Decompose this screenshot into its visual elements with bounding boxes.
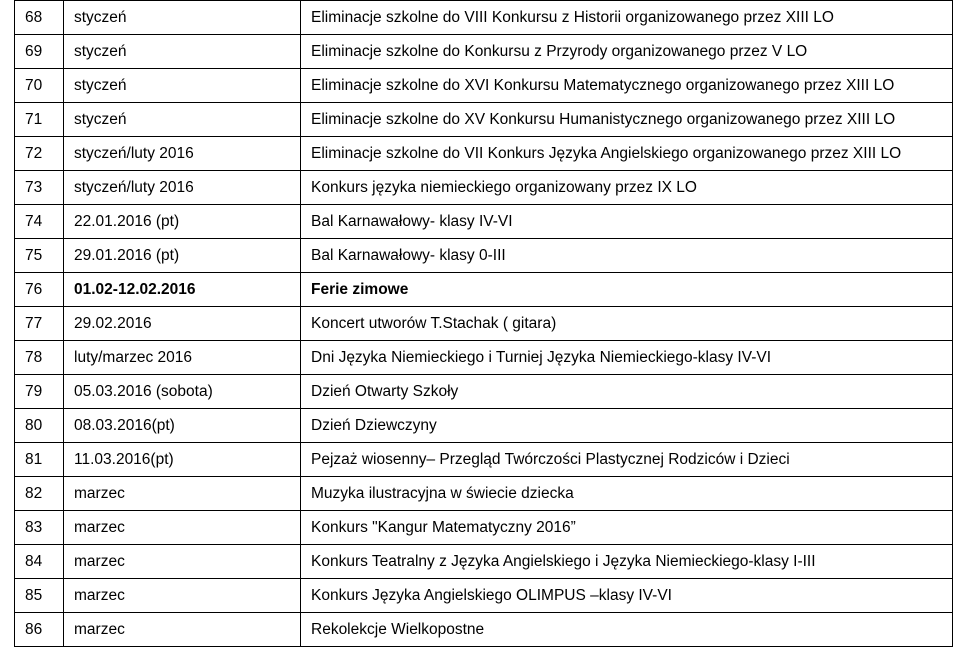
row-date: styczeń xyxy=(64,1,301,35)
table-row xyxy=(15,239,953,273)
table-row xyxy=(15,273,953,307)
row-date: marzec xyxy=(64,511,301,545)
row-number: 68 xyxy=(15,1,64,35)
row-date: marzec xyxy=(64,477,301,511)
row-number: 72 xyxy=(15,137,64,171)
row-event: Ferie zimowe xyxy=(301,273,953,307)
table-row xyxy=(15,35,953,69)
row-event: Eliminacje szkolne do XVI Konkursu Matematycznego organizowanego przez XIII LO xyxy=(301,69,953,103)
row-event: Eliminacje szkolne do XV Konkursu Humanistycznego organizowanego przez XIII LO xyxy=(301,103,953,137)
row-date: 11.03.2016(pt) xyxy=(64,443,301,477)
events-table xyxy=(14,0,953,647)
row-number: 79 xyxy=(15,375,64,409)
row-date: marzec xyxy=(64,613,301,647)
row-date: 01.02-12.02.2016 xyxy=(64,273,301,307)
row-date: styczeń/luty 2016 xyxy=(64,171,301,205)
row-number: 76 xyxy=(15,273,64,307)
row-number: 77 xyxy=(15,307,64,341)
row-date: luty/marzec 2016 xyxy=(64,341,301,375)
table-row xyxy=(15,477,953,511)
events-table-body xyxy=(15,1,953,647)
table-row xyxy=(15,511,953,545)
row-date: 29.02.2016 xyxy=(64,307,301,341)
row-date: marzec xyxy=(64,545,301,579)
table-row xyxy=(15,137,953,171)
row-number: 75 xyxy=(15,239,64,273)
table-row xyxy=(15,1,953,35)
row-date: styczeń/luty 2016 xyxy=(64,137,301,171)
row-event: Konkurs Teatralny z Języka Angielskiego i Języka Niemieckiego-klasy I-III xyxy=(301,545,953,579)
row-event: Bal Karnawałowy- klasy IV-VI xyxy=(301,205,953,239)
row-event: Pejzaż wiosenny– Przegląd Twórczości Plastycznej Rodziców i Dzieci xyxy=(301,443,953,477)
row-event: Eliminacje szkolne do VII Konkurs Języka Angielskiego organizowanego przez XIII LO xyxy=(301,137,953,171)
row-number: 81 xyxy=(15,443,64,477)
row-event: Bal Karnawałowy- klasy 0-III xyxy=(301,239,953,273)
row-event: Koncert utworów T.Stachak ( gitara) xyxy=(301,307,953,341)
table-row xyxy=(15,103,953,137)
row-date: styczeń xyxy=(64,35,301,69)
row-number: 86 xyxy=(15,613,64,647)
row-event: Konkurs "Kangur Matematyczny 2016” xyxy=(301,511,953,545)
row-number: 84 xyxy=(15,545,64,579)
row-number: 85 xyxy=(15,579,64,613)
row-event: Konkurs Języka Angielskiego OLIMPUS –klasy IV-VI xyxy=(301,579,953,613)
row-event: Rekolekcje Wielkopostne xyxy=(301,613,953,647)
row-number: 82 xyxy=(15,477,64,511)
row-number: 78 xyxy=(15,341,64,375)
table-row xyxy=(15,375,953,409)
table-row xyxy=(15,205,953,239)
row-event: Konkurs języka niemieckiego organizowany przez IX LO xyxy=(301,171,953,205)
table-row xyxy=(15,307,953,341)
row-date: 29.01.2016 (pt) xyxy=(64,239,301,273)
row-date: styczeń xyxy=(64,103,301,137)
row-number: 74 xyxy=(15,205,64,239)
row-date: 22.01.2016 (pt) xyxy=(64,205,301,239)
row-event: Muzyka ilustracyjna w świecie dziecka xyxy=(301,477,953,511)
row-number: 80 xyxy=(15,409,64,443)
row-event: Eliminacje szkolne do Konkursu z Przyrody organizowanego przez V LO xyxy=(301,35,953,69)
table-row xyxy=(15,545,953,579)
table-row xyxy=(15,409,953,443)
row-number: 70 xyxy=(15,69,64,103)
table-row xyxy=(15,579,953,613)
row-number: 73 xyxy=(15,171,64,205)
row-date: styczeń xyxy=(64,69,301,103)
row-date: marzec xyxy=(64,579,301,613)
row-date: 08.03.2016(pt) xyxy=(64,409,301,443)
row-date: 05.03.2016 (sobota) xyxy=(64,375,301,409)
table-row xyxy=(15,171,953,205)
row-event: Dzień Dziewczyny xyxy=(301,409,953,443)
row-event: Eliminacje szkolne do VIII Konkursu z Historii organizowanego przez XIII LO xyxy=(301,1,953,35)
table-row xyxy=(15,341,953,375)
row-number: 71 xyxy=(15,103,64,137)
row-number: 83 xyxy=(15,511,64,545)
row-event: Dzień Otwarty Szkoły xyxy=(301,375,953,409)
table-row xyxy=(15,613,953,647)
row-number: 69 xyxy=(15,35,64,69)
table-row xyxy=(15,443,953,477)
row-event: Dni Języka Niemieckiego i Turniej Języka Niemieckiego-klasy IV-VI xyxy=(301,341,953,375)
table-row xyxy=(15,69,953,103)
